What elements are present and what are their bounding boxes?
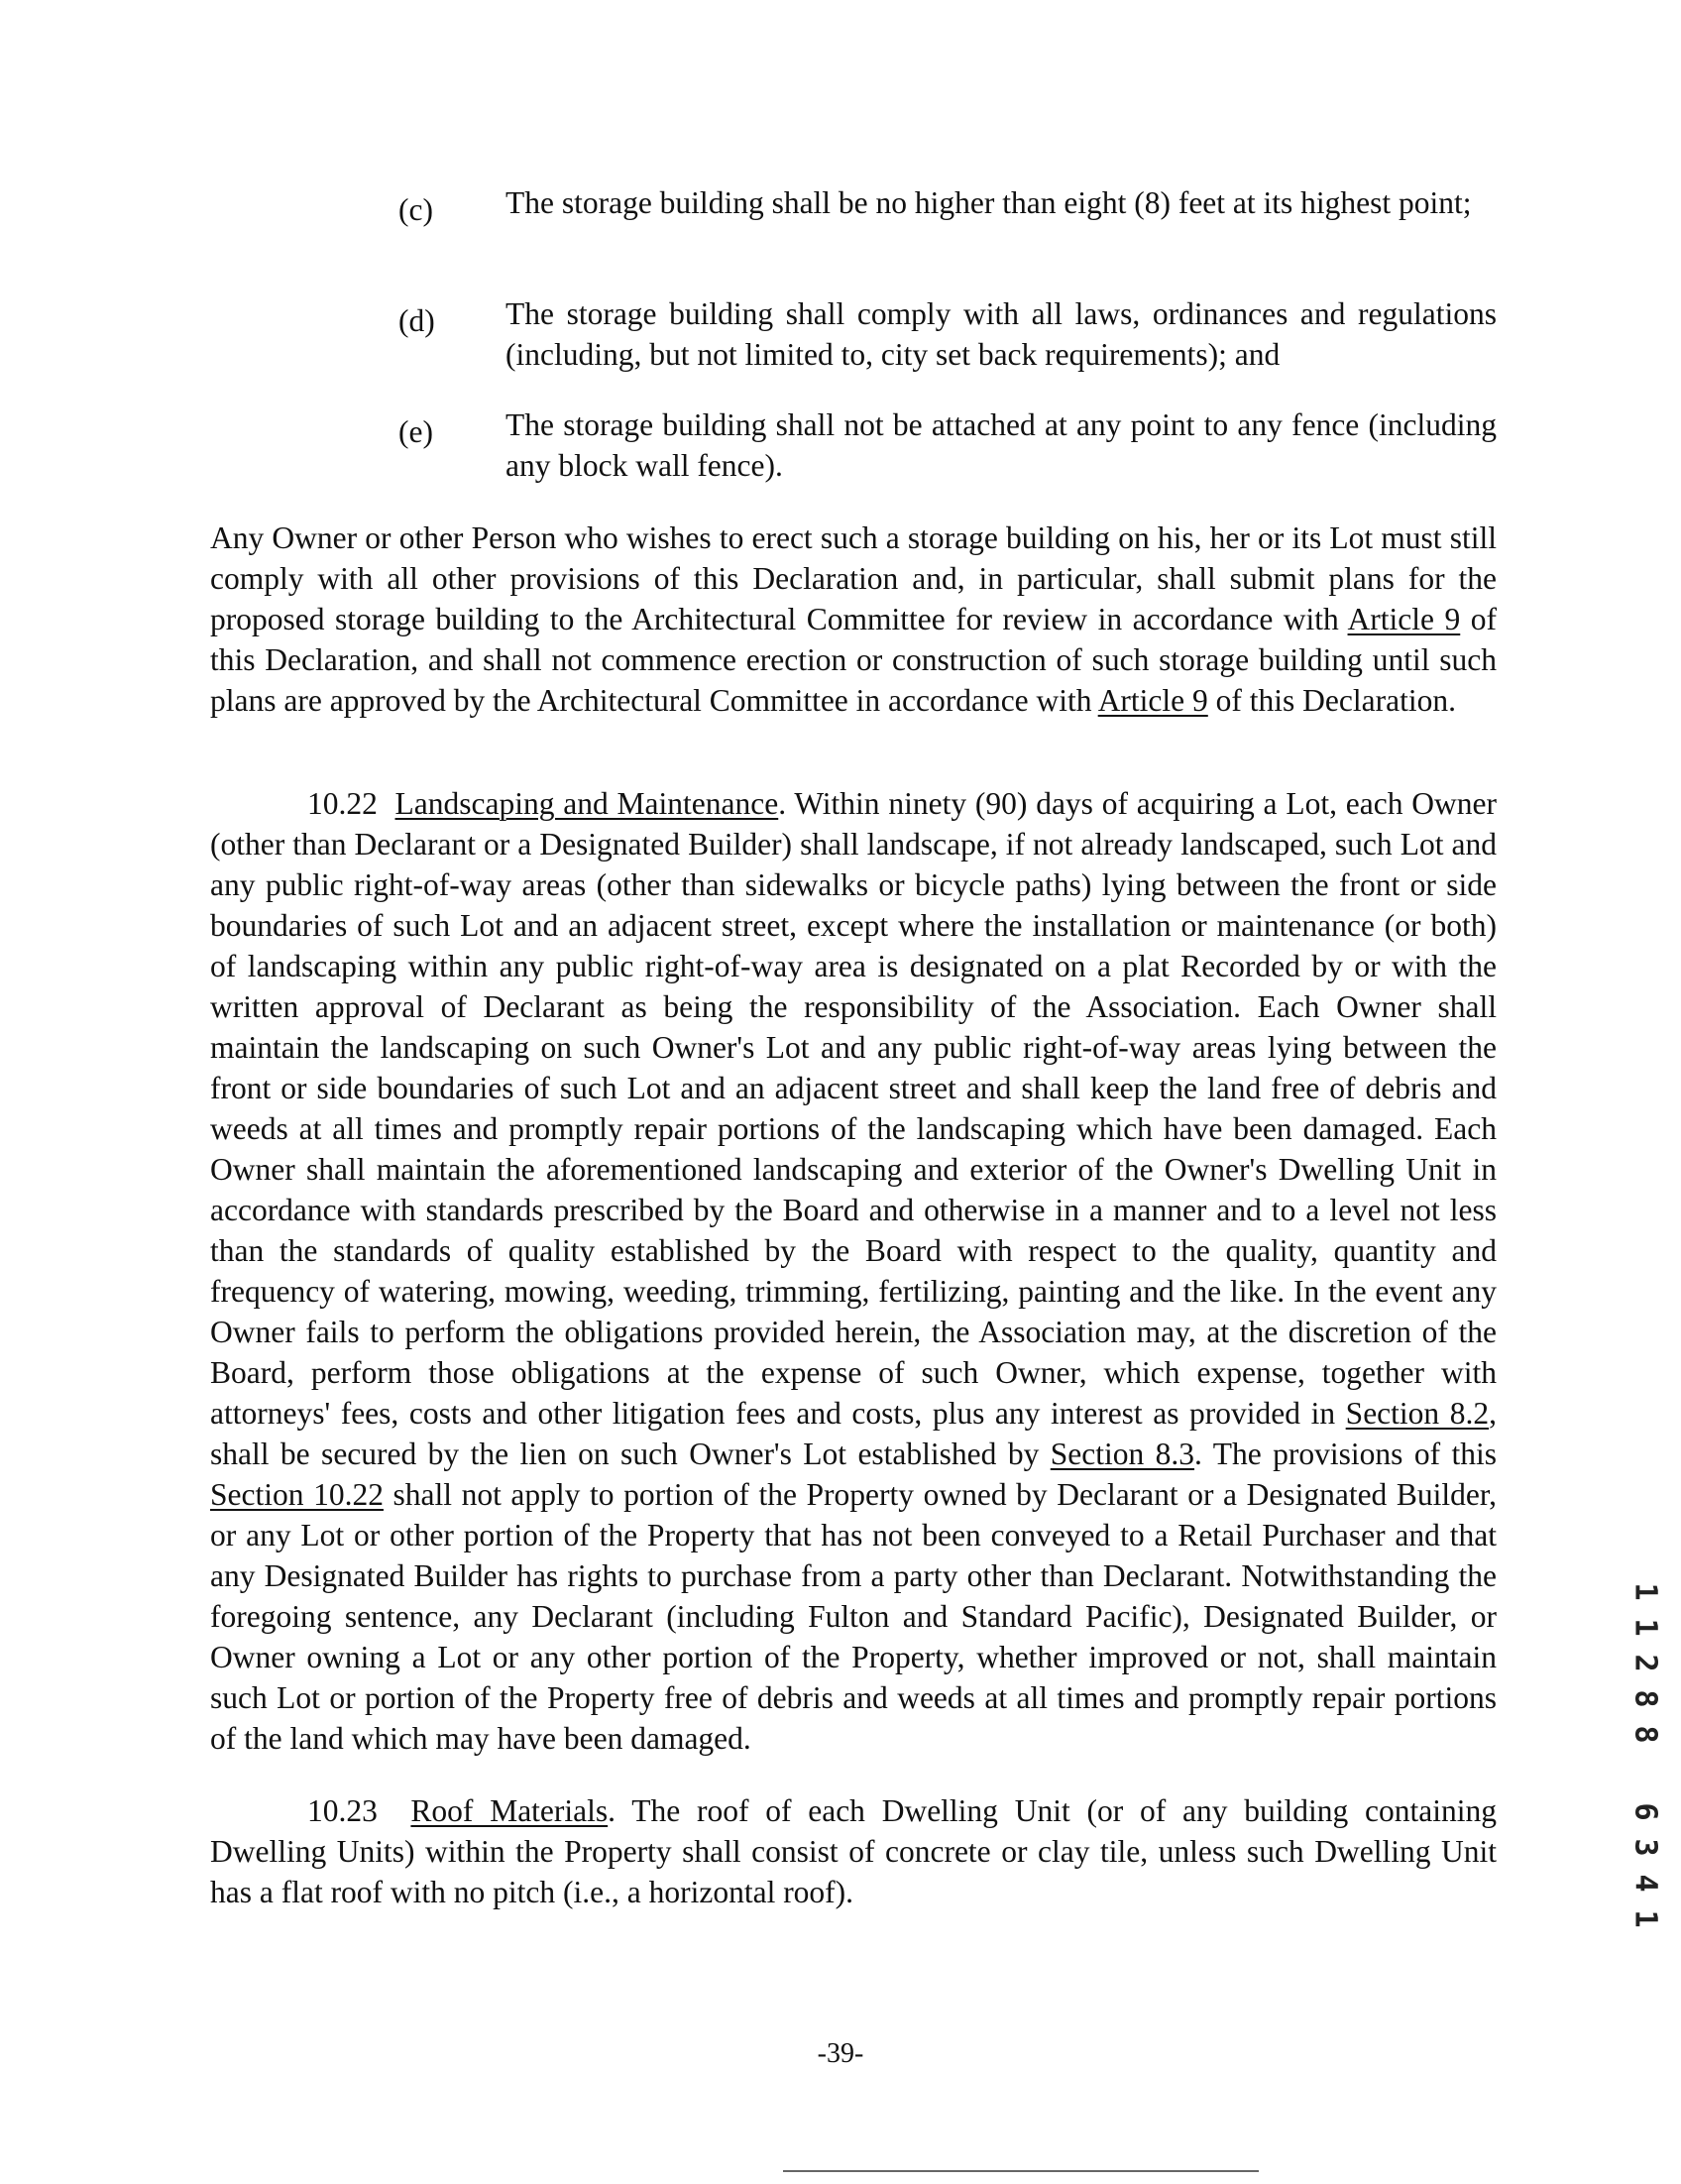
section-number: 10.23 bbox=[307, 1793, 378, 1828]
stamp-digit: 1 bbox=[1627, 1582, 1663, 1601]
section-10-22-reference: Section 10.22 bbox=[210, 1477, 384, 1512]
article-9-reference: Article 9 bbox=[1097, 683, 1208, 718]
list-text: The storage building shall not be attached at any point to any fence (including any block wall fence). bbox=[505, 407, 1497, 483]
section-10-23 bbox=[210, 1790, 1497, 1912]
section-number: 10.22 bbox=[307, 786, 378, 821]
stamp-digit: 1 bbox=[1627, 1909, 1663, 1928]
stamp-digit: 2 bbox=[1627, 1654, 1663, 1672]
list-text: The storage building shall be no higher than eight (8) feet at its highest point; bbox=[505, 185, 1472, 220]
stamp-digit: 1 bbox=[1627, 1618, 1663, 1637]
section-text: . Within ninety (90) days of acquiring a Lot, each Owner (other than Declarant or a Designated Builder) shall landscape, if not already landscaped, such Lot and any public right-of-way areas (other than sidewalks or bicycle paths) lying between the front or side boundaries of such Lot and an adjacent street, except where the installation or maintenance (or both) of landscaping within any public right-of-way area is designated on a plat Recorded by or with the written approval of Declarant as being the responsibility of the Association. Each Owner shall maintain the landscaping on such Owner's Lot and any public right-of-way areas lying between the front or side boundaries of such Lot and an adjacent street and shall keep the land free of debris and weeds at all times and promptly repair portions of the landscaping which have been damaged. Each Owner shall maintain the aforementioned landscaping and exterior of the Owner's Dwelling Unit in accordance with standards prescribed by the Board and otherwise in a manner and to a level not less than the standards of quality established by the Board with respect to the quality, quantity and frequency of watering, mowing, weeding, trimming, fertilizing, painting and the like. In the event any Owner fails to perform the obligations provided herein, the Association may, at the discretion of the Board, perform those obligations at the expense of such Owner, which expense, together with attorneys' fees, costs and other litigation fees and costs, plus any interest as provided in bbox=[210, 786, 1497, 1431]
list-label: (e) bbox=[398, 414, 433, 449]
stamp-digit: 3 bbox=[1627, 1838, 1663, 1857]
scan-edge-rule bbox=[783, 2170, 1259, 2172]
section-text: . The provisions of this bbox=[1194, 1437, 1497, 1471]
paragraph-storage-plans bbox=[210, 517, 1497, 721]
stamp-digit: 8 bbox=[1627, 1689, 1663, 1708]
section-10-22 bbox=[210, 783, 1497, 1759]
list-label: (c) bbox=[398, 192, 433, 227]
page-number: -39- bbox=[817, 2038, 864, 2069]
stamp-digit: 6 bbox=[1627, 1802, 1663, 1821]
recording-stamp bbox=[1625, 1574, 1665, 1951]
list-label: (d) bbox=[398, 303, 435, 338]
stamp-digit: 4 bbox=[1627, 1874, 1663, 1893]
paragraph-text: of this Declaration. bbox=[1207, 683, 1456, 718]
section-8-2-reference: Section 8.2 bbox=[1345, 1396, 1490, 1431]
section-text: . The roof of each Dwelling Unit (or of any building containing Dwelling Units) within the Property shall consist of concrete or clay tile, unless such Dwelling Unit has a flat roof with no pitch (i.e., a horizontal roof). bbox=[210, 1793, 1497, 1909]
paragraph-text: Any Owner or other Person who wishes to erect such a storage building on his, her or its Lot must still comply with all other provisions of this Declaration and, in particular, shall submit plans for the proposed storage building to the Architectural Committee for review in accordance with bbox=[210, 520, 1497, 636]
section-text: shall not apply to portion of the Property owned by Declarant or a Designated Builder, or any Lot or other portion of the Property that has not been conveyed to a Retail Purchaser and that any Designated Builder has rights to purchase from a party other than Declarant. Notwithstanding the foregoing sentence, any Declarant (including Fulton and Standard Pacific), Designated Builder, or Owner owning a Lot or any other portion of the Property, whether improved or not, shall maintain such Lot or portion of the Property free of debris and weeds at all times and promptly repair portions of the land which may have been damaged. bbox=[210, 1477, 1497, 1756]
section-8-3-reference: Section 8.3 bbox=[1050, 1437, 1195, 1471]
section-text: , shall be secured by the lien on such Owner's Lot established by bbox=[210, 1396, 1497, 1471]
list-text: The storage building shall comply with all laws, ordinances and regulations (including, but not limited to, city set back requirements); and bbox=[505, 296, 1497, 372]
stamp-digit: 8 bbox=[1627, 1725, 1663, 1744]
paragraph-text: of this Declaration, and shall not commence erection or construction of such storage building until such plans are approved by the Architectural Committee in accordance with bbox=[210, 602, 1497, 718]
section-heading: Roof Materials bbox=[410, 1793, 609, 1828]
article-9-reference: Article 9 bbox=[1347, 602, 1461, 636]
section-heading: Landscaping and Maintenance bbox=[394, 786, 779, 821]
